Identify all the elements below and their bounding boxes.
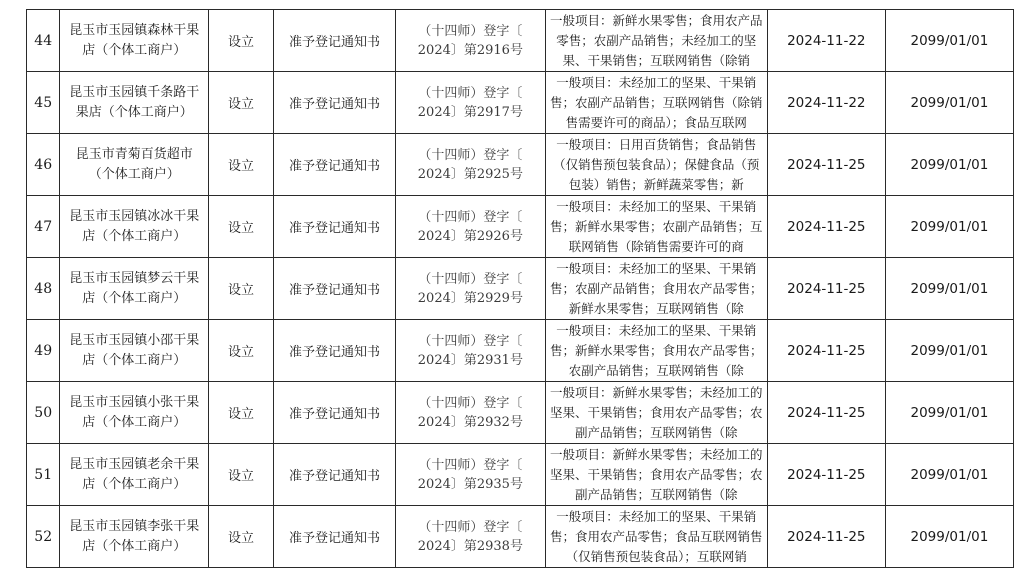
reference-line-2: 2024〕第2917号 [417, 104, 523, 120]
expiry-date: 2099/01/01 [885, 258, 1013, 320]
table-row [27, 320, 1014, 382]
reference-line-2: 2024〕第2931号 [417, 352, 523, 368]
reference-line-2: 2024〕第2926号 [417, 228, 523, 244]
reference-line-2: 2024〕第2932号 [417, 414, 523, 430]
business-scope [545, 444, 767, 506]
decision-date: 2024-11-25 [767, 320, 885, 382]
business-name: 昆玉市玉园镇森林干果店（个体工商户） [60, 10, 209, 72]
business-scope-text: 一般项目：未经加工的坚果、干果销售；农副产品销售；互联网销售（除销售需要许可的商品）；食品互联网 [550, 74, 763, 130]
table-row [27, 72, 1014, 134]
business-scope [545, 320, 767, 382]
business-scope [545, 382, 767, 444]
business-name: 昆玉市玉园镇千条路干果店（个体工商户） [60, 72, 209, 134]
reference-line-2: 2024〕第2938号 [417, 538, 523, 554]
reference-line-1: （十四师）登字〔 [418, 85, 523, 101]
expiry-date: 2099/01/01 [885, 134, 1013, 196]
registration-action: 设立 [209, 444, 274, 506]
table-row [27, 134, 1014, 196]
registration-action: 设立 [209, 72, 274, 134]
expiry-date: 2099/01/01 [885, 320, 1013, 382]
business-scope [545, 134, 767, 196]
decision-date: 2024-11-25 [767, 506, 885, 568]
business-scope-text: 一般项目：新鲜水果零售；未经加工的坚果、干果销售；食用农产品零售；农副产品销售；互联网销售（除 [550, 446, 763, 502]
reference-number [395, 196, 545, 258]
row-number: 45 [27, 72, 60, 134]
business-scope-text: 一般项目：未经加工的坚果、干果销售；食用农产品零售；食品互联网销售（仅销售预包装食品）；互联网销 [550, 508, 763, 564]
business-scope [545, 506, 767, 568]
business-name: 昆玉市玉园镇李张干果店（个体工商户） [60, 506, 209, 568]
business-name: 昆玉市玉园镇老余干果店（个体工商户） [60, 444, 209, 506]
row-number: 51 [27, 444, 60, 506]
reference-number [395, 10, 545, 72]
reference-line-2: 2024〕第2929号 [417, 290, 523, 306]
registration-action: 设立 [209, 196, 274, 258]
decision-date: 2024-11-25 [767, 258, 885, 320]
reference-line-1: （十四师）登字〔 [418, 23, 523, 39]
business-scope [545, 10, 767, 72]
reference-line-1: （十四师）登字〔 [418, 395, 523, 411]
reference-line-2: 2024〕第2935号 [417, 476, 523, 492]
reference-number [395, 444, 545, 506]
table-row [27, 10, 1014, 72]
row-number: 46 [27, 134, 60, 196]
table-row [27, 382, 1014, 444]
table-row [27, 444, 1014, 506]
document-type: 准予登记通知书 [274, 72, 396, 134]
expiry-date: 2099/01/01 [885, 506, 1013, 568]
registration-table-sheet [26, 9, 1014, 568]
table-row [27, 258, 1014, 320]
reference-line-1: （十四师）登字〔 [418, 209, 523, 225]
business-name: 昆玉市玉园镇小张干果店（个体工商户） [60, 382, 209, 444]
reference-line-2: 2024〕第2925号 [417, 166, 523, 182]
decision-date: 2024-11-22 [767, 10, 885, 72]
document-type: 准予登记通知书 [274, 320, 396, 382]
expiry-date: 2099/01/01 [885, 444, 1013, 506]
decision-date: 2024-11-25 [767, 382, 885, 444]
business-scope-text: 一般项目：日用百货销售；食品销售（仅销售预包装食品）；保健食品（预包装）销售；新鲜蔬菜零售；新 [553, 136, 760, 192]
document-type: 准予登记通知书 [274, 196, 396, 258]
registration-action: 设立 [209, 10, 274, 72]
reference-line-1: （十四师）登字〔 [418, 457, 523, 473]
document-type: 准予登记通知书 [274, 258, 396, 320]
registration-action: 设立 [209, 134, 274, 196]
registration-table [26, 9, 1014, 568]
row-number: 52 [27, 506, 60, 568]
registration-action: 设立 [209, 506, 274, 568]
row-number: 44 [27, 10, 60, 72]
business-name: 昆玉市青菊百货超市（个体工商户） [60, 134, 209, 196]
table-row [27, 196, 1014, 258]
business-name: 昆玉市玉园镇冰冰干果店（个体工商户） [60, 196, 209, 258]
row-number: 49 [27, 320, 60, 382]
business-scope [545, 196, 767, 258]
business-scope-text: 一般项目：新鲜水果零售；未经加工的坚果、干果销售；食用农产品零售；农副产品销售；互联网销售（除 [550, 384, 763, 440]
reference-number [395, 506, 545, 568]
registration-action: 设立 [209, 320, 274, 382]
business-scope [545, 258, 767, 320]
business-scope-text: 一般项目：未经加工的坚果、干果销售；新鲜水果零售；食用农产品零售；农副产品销售；互联网销售（除 [550, 322, 763, 378]
reference-line-1: （十四师）登字〔 [418, 147, 523, 163]
reference-line-2: 2024〕第2916号 [417, 42, 523, 58]
row-number: 50 [27, 382, 60, 444]
row-number: 48 [27, 258, 60, 320]
document-type: 准予登记通知书 [274, 10, 396, 72]
document-type: 准予登记通知书 [274, 382, 396, 444]
document-type: 准予登记通知书 [274, 134, 396, 196]
business-scope-text: 一般项目：新鲜水果零售；食用农产品零售；农副产品销售；未经加工的坚果、干果销售；互联网销售（除销 [550, 12, 763, 68]
reference-number [395, 134, 545, 196]
registration-action: 设立 [209, 258, 274, 320]
business-scope-text: 一般项目：未经加工的坚果、干果销售；新鲜水果零售；农副产品销售；互联网销售（除销售需要许可的商 [550, 198, 763, 254]
reference-number [395, 382, 545, 444]
document-type: 准予登记通知书 [274, 444, 396, 506]
business-name: 昆玉市玉园镇梦云干果店（个体工商户） [60, 258, 209, 320]
business-scope [545, 72, 767, 134]
table-row [27, 506, 1014, 568]
expiry-date: 2099/01/01 [885, 196, 1013, 258]
document-type: 准予登记通知书 [274, 506, 396, 568]
reference-number [395, 320, 545, 382]
business-name: 昆玉市玉园镇小邵干果店（个体工商户） [60, 320, 209, 382]
registration-action: 设立 [209, 382, 274, 444]
decision-date: 2024-11-25 [767, 444, 885, 506]
expiry-date: 2099/01/01 [885, 10, 1013, 72]
decision-date: 2024-11-25 [767, 196, 885, 258]
decision-date: 2024-11-22 [767, 72, 885, 134]
reference-number [395, 258, 545, 320]
decision-date: 2024-11-25 [767, 134, 885, 196]
row-number: 47 [27, 196, 60, 258]
expiry-date: 2099/01/01 [885, 72, 1013, 134]
reference-line-1: （十四师）登字〔 [418, 333, 523, 349]
business-scope-text: 一般项目：未经加工的坚果、干果销售；农副产品销售；食用农产品零售；新鲜水果零售；互联网销售（除 [550, 260, 763, 316]
reference-number [395, 72, 545, 134]
reference-line-1: （十四师）登字〔 [418, 271, 523, 287]
expiry-date: 2099/01/01 [885, 382, 1013, 444]
reference-line-1: （十四师）登字〔 [418, 519, 523, 535]
